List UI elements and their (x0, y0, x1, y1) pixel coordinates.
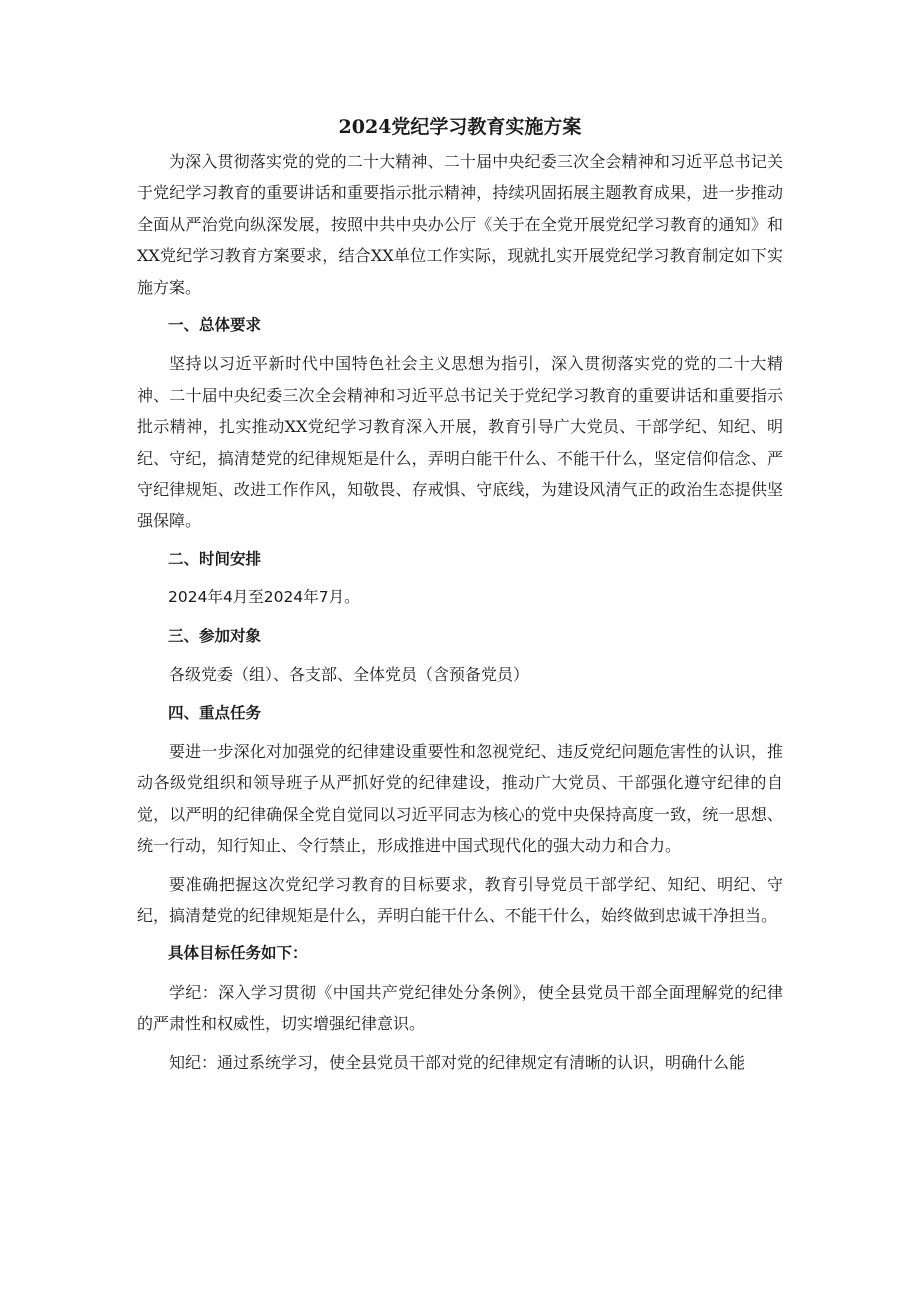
intro-paragraph: 为深入贯彻落实党的党的二十大精神、二十届中央纪委三次全会精神和习近平总书记关于党纪学习教育的重要讲话和重要指示批示精神，持续巩固拓展主题教育成果，进一步推动全面从严治党向纵深发展，按照中共中央办公厅《关于在全党开展党纪学习教育的通知》和XX党纪学习教育方案要求，结合XX单位工作实际，现就扎实开展党纪学习教育制定如下实施方案。 (137, 152, 783, 297)
section-heading-key-tasks: 四、重点任务 (168, 703, 262, 722)
schedule-paragraph: 2024年4月至2024年7月。 (168, 588, 360, 607)
section-heading-schedule: 二、时间安排 (168, 549, 262, 568)
key-tasks-paragraph-2: 要准确把握这次党纪学习教育的目标要求，教育引导党员干部学纪、知纪、明纪、守纪，搞清楚党的纪律规矩是什么，弄明白能干什么、不能干什么，始终做到忠诚干净担当。 (137, 874, 783, 925)
specific-tasks-subheading: 具体目标任务如下： (168, 944, 308, 963)
participants-paragraph: 各级党委（组）、各支部、全体党员（含预备党员） (169, 665, 530, 685)
document-title: 2024党纪学习教育实施方案 (338, 116, 582, 138)
section-heading-participants: 三、参加对象 (168, 626, 262, 645)
section-heading-general-requirements: 一、总体要求 (168, 316, 262, 335)
document-body (137, 112, 783, 1085)
task-item-learn-discipline: 学纪：深入学习贯彻《中国共产党纪律处分条例》，使全县党员干部全面理解党的纪律的严肃性和权威性，切实增强纪律意识。 (137, 982, 783, 1034)
key-tasks-paragraph-1: 要进一步深化对加强党的纪律建设重要性和忽视党纪、违反党纪问题危害性的认识，推动各级党组织和领导班子从严抓好党的纪律建设，推动广大党员、干部强化遵守纪律的自觉，以严明的纪律确保全党自觉同以习近平同志为核心的党中央保持高度一致，统一思想、统一行动，知行知止、令行禁止，形成推进中国式现代化的强大动力和合力。 (137, 741, 783, 856)
general-requirements-paragraph: 坚持以习近平新时代中国特色社会主义思想为指引，深入贯彻落实党的党的二十大精神、二十届中央纪委三次全会精神和习近平总书记关于党纪学习教育的重要讲话和重要指示批示精神，扎实推动XX党纪学习教育深入开展，教育引导广大党员、干部学纪、知纪、明纪、守纪，搞清楚党的纪律规矩是什么，弄明白能干什么、不能干什么，坚定信仰信念、严守纪律规矩、改进工作作风，知敬畏、存戒惧、守底线，为建设风清气正的政治生态提供坚强保障。 (137, 354, 783, 531)
task-item-know-discipline: 知纪：通过系统学习，使全县党员干部对党的纪律规定有清晰的认识，明确什么能 (169, 1052, 746, 1072)
